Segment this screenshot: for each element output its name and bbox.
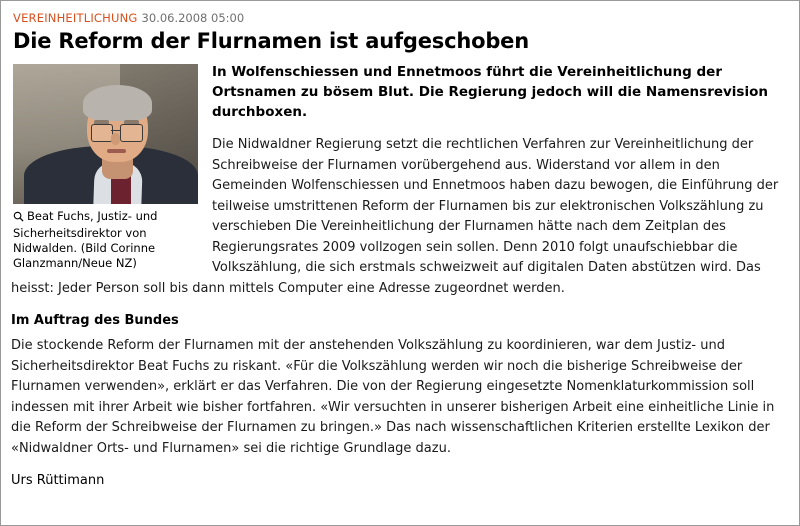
article-kicker-line bbox=[13, 11, 789, 25]
article-paragraph-2: Die stockende Reform der Flurnamen mit der anstehenden Volkszählung zu koordinieren, war dem Justiz- und Sicherheitsdirektor Beat Fuchs zu riskant. «Für die Volkszählung werden wir noch die bisherige Schreibweise der Flurnamen verwenden», erklärt er das Verfahren. Die von der Regierung eingesetzte Nomenklaturkommission soll indessen mit ihrer Arbeit wie bisher fortfahren. «Wir versuchten in unserer bisherigen Arbeit eine einheitliche Linie in die Reform der Schreibweise der Flurnamen zu bringen.» Das nach wissenschaftlichen Kriterien erstellte Lexikon der «Nidwaldner Orts- und Flurnamen» sei die richtige Grundlage dazu. bbox=[11, 338, 775, 456]
page-title: Die Reform der Flurnamen ist aufgeschoben bbox=[13, 29, 529, 53]
photo-glasses-bridge bbox=[111, 130, 120, 132]
photo-glasses-right bbox=[120, 124, 142, 141]
article-date: 30.06.2008 05:00 bbox=[141, 11, 245, 25]
article-kicker[interactable]: VEREINHEITLICHUNG bbox=[13, 11, 138, 25]
article-photo[interactable] bbox=[13, 64, 198, 204]
article-figure bbox=[13, 64, 198, 271]
article-author: Urs Rüttimann bbox=[11, 473, 105, 488]
magnifier-icon[interactable] bbox=[13, 211, 24, 226]
photo-mouth bbox=[107, 149, 126, 153]
photo-hair bbox=[83, 85, 151, 121]
photo-caption-text: Beat Fuchs, Justiz- und Sicherheitsdirektor von Nidwalden. (Bild Corinne Glanzmann/Neue NZ) bbox=[13, 209, 158, 270]
article-subheading: Im Auftrag des Bundes bbox=[11, 313, 179, 328]
article-paragraph-1: Die Nidwaldner Regierung setzt die rechtlichen Verfahren zur Vereinheitlichung der Schreibweise der Flurnamen vorübergehend aus. Widerstand vor allem in den Gemeinden Wolfenschiessen und Ennetmoos haben dazu bewogen, die Einführung der teilweise umstrittenen Reform der Flurnamen bis zur elektronischen Volkszählung zu verschieben Die Vereinheitlichung der Flurnamen hätte nach dem Zeitplan des Regierungsrates 2009 vollzogen sein sollen. Denn 2010 folgt unaufschiebbar die Volkszählung, die sich erstmals schweizweit auf digitalen Daten abstützen wird. Das heisst: Jeder Person soll bis dann mittels Computer eine Adresse zugeordnet werden. bbox=[11, 137, 779, 296]
article-lead: In Wolfenschiessen und Ennetmoos führt die Vereinheitlichung der Ortsnamen zu bösem Blut. Die Regierung jedoch will die Namensrevision durchboxen. bbox=[212, 64, 768, 120]
photo-glasses-left bbox=[91, 124, 113, 141]
photo-nose bbox=[111, 133, 120, 146]
article-photo-caption bbox=[13, 209, 198, 271]
